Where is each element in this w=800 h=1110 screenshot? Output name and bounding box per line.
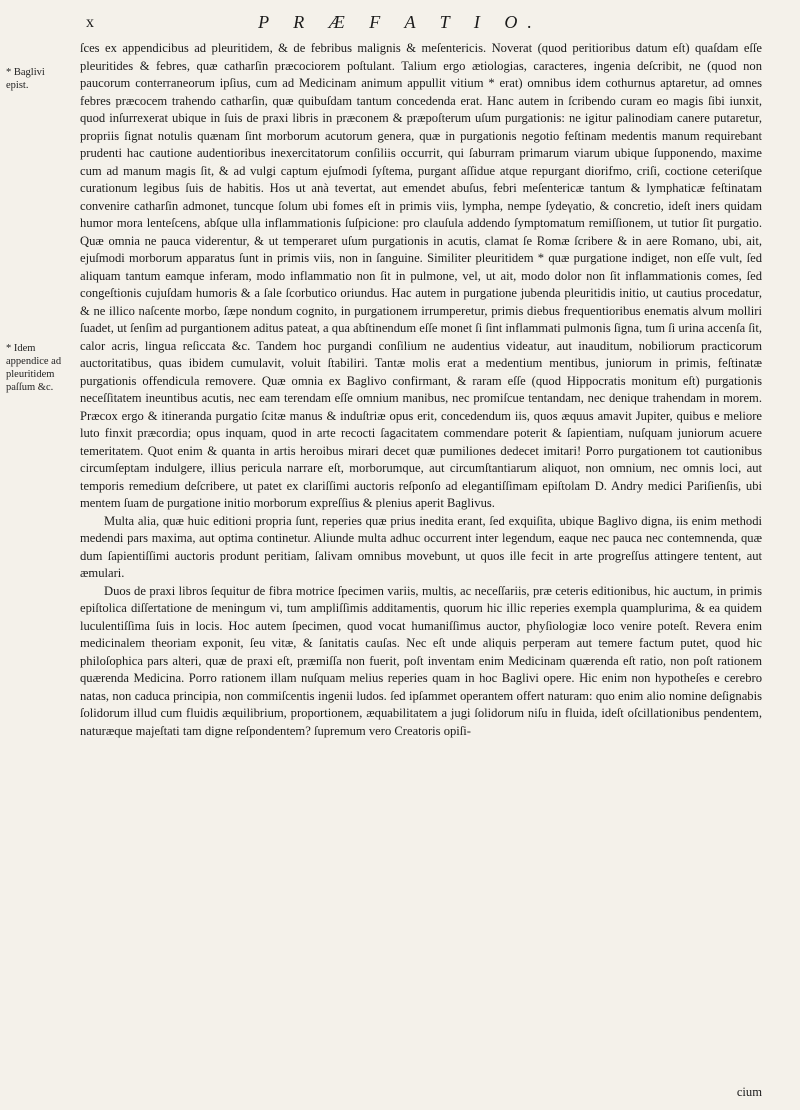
page-header	[0, 10, 800, 38]
running-title: P R Æ F A T I O.	[258, 12, 542, 32]
paragraph-1: ſces ex appendicibus ad pleuritidem, & de febribus malignis & meſentericis. Noverat (quod peritioribus datum eſt) quaſdam eſſe pleuritides & febres, quæ catharſin præcociorem poſtulant. Talium ergo ætiologias, caracteres, ingenia deſcribit, ne (quod non paucorum conterraneorum ipſius, cum ad Medicinam animum appullit vitium * erat) omnibus idem cothurnus aptaretur, ad omnes febres præcocem trahendo catharſin, quæ quibuſdam tantum concedenda erat. Hanc autem in ſcribendo curam eo magis ſibi iunxit, quod inſurrexerat ubique in ſuis de praxi libris in præconem & præpoſterum uſum purgationis: ne igitur palinodiam canere putaretur, propriis ſignat notulis quænam ſint morborum acutorum genera, quæ in purgationis negotio feſtinam medentis manum requirebant prudenti hac cautione audentioribus inexercitatorum conſiliis occurrit, qui ſaburram primarum viarum ubique ſupponendo, maxime cum ad manum magis ſit, & ad vulgi captum ejuſmodi ſyſtema, purgant aſſidue atque repurgant diorifmo, criſi, coctione ceteriſque curationum legibus ſuis de habitis. Hos ut anà tevertat, aut emendet abuſus, febri meſentericæ tantum & lymphaticæ feſtinatam convenire catharſin admonet, tuncque ſolum ubi fomes eſt in primis viis, lympha, nempe ſydeγatio, & concretio, ideſt iners quidam humor mora lenteſcens, abſque ulla inflammationis ſuſpicione: pro clauſula addendo ſymptomatum remiſſionem, ut tutior ſit purgatio. Quæ omnia ne pauca viderentur, & ut temperaret uſum purgationis in acutis, clamat ſe Romæ ſcribere & in aere Romano, ubi, ait, ejuſmodi morborum apparatus ſunt in primis viis, non in ſanguine. Similiter pleuritidem * quæ purgatione indiget, non eſſe vult, ſed aliquam tantum eamque inferam, modo inflammatio non ſit in pulmone, vel, ut ait, modo dolor non ſit inflammationis comes, ſed congeſtionis cujuſdam humoris & a ſale ſcorbutico oriundus. Hac autem in purgatione jubenda pleuritidis initio, ut cautius procedatur, & ne illico naſcente morbo, ſæpe nondum cognito, in purgationem irrumperetur, primis diebus frequentioribus enematis alvum molliri ſuadet, ut ſenſim ad purgantionem aditus pateat, a qua abſtinendum eſſe monet ſi ſint inflammati pulmonis ſigna, tum ſi urina accenſa ſit, calor acris, lingua reſiccata &c. Tandem hoc purgandi conſilium ne audentius videatur, aut inauditum, nobiliorum practicorum auctoritatibus, quas ibidem cumulavit, voluit ſtabiliri. Tantæ molis erat a medentium mentibus, juniorum in primis, feſtinatæ purgationis offendicula removere. Quæ omnia ex Baglivo confirmant, & raram eſſe (quod Hippocratis monitum eſt) purgationis neceſſitatem ineuntibus acutis, nec eam terendam eſſe omnium manibus, nec promiſcue tentandam, nec denique trahendam in morem. Præcox ergo & itineranda purgatio ſcitæ manus & induſtriæ opus erit, concedendum iis, quos æquus amavit Jupiter, quibus e meliore luto finxit præcordia; opus inquam, quod in arte recocti ſagacitatem commendare poterit & ſapientiam, nuſquam juniorum acuere temeritatem. Quot enim & quanta in artis heroibus mirari decet quæ pumiliones dedecet imitari! Porro purgationem tot cautionibus circumſeptam indulgere, illius pericula narrare eſt, morborumque, aut circumſtantiarum aliquot, non omnium, nec omnis loci, aut temporis remedium deſcribere, ut patet ex clariſſimi auctoris reſponſo ad elegantiſſimam epiſtolam D. Andry medici Pariſienſis, ubi mentem ſuam de purgatione initio morborum expreſſius & plenius aperit Baglivus.	[80, 41, 762, 510]
catchword: cium	[736, 1085, 762, 1099]
body-text	[80, 40, 762, 740]
paragraph-3: Duos de praxi libros ſequitur de fibra motrice ſpecimen variis, multis, ac neceſſariis, præ ceteris editionibus, hic auctum, in primis epiſtolica diſſertatione de meningum vi, tum ampliſſimis additamentis, quorum hic illic reperies exempla quamplurima, & ea quidem luculentiſſima ſuis in locis. Hoc autem ſpecimen, quod vocat humaniſſimus auctor, phyſiologiæ loco venire poteſt. Revera enim medicinalem theoriam exponit, ſeu vitæ, & ſanitatis cauſas. Nec eſt unde aliquis perperam aut temere factum putet, quod hic philoſophica pars alteri, quæ de praxi eſt, præmiſſa non fuerit, poſt inventam enim Medicinam quærenda eſt ratio, non poſt rationem quærenda Medicina. Porro rationem illam nuſquam melius reperies quam in hoc Baglivi opere. Hic enim non hypotheſes e cerebro natas, non caduca principia, non commiſcentis ingenii ludos. ſed ipſammet operantem offert naturam: quo enim alio nomine deſignabis ſolidorum illud cum fluidis æquilibrium, proportionem, æquabilitatem a jugi ſolidorum niſu in fluida, ideſt oſcillationibus pendentem, naturæque majeſtati tam digne reſpondentem? ſupremum vero Creatoris opiſi-	[80, 583, 762, 738]
page-number: x	[86, 14, 94, 31]
paragraph-2: Multa alia, quæ huic editioni propria ſunt, reperies quæ prius inedita erant, ſed exquiſita, ubique Baglivo digna, iis enim methodi medendi pars maxima, aut optima continetur. Aliunde multa adhuc occurrent inter legendum, eaque nec pauca nec contemnenda, quæ dum ſapientiſſimi auctoris produnt peritiam, ſalivam omnibus movebunt, ut quos ille fecit in arte progreſſus attingere tentent, aut æmulari.	[80, 513, 762, 580]
margin-note-idem: * Idem appendice ad pleuritidem paſſum &c.	[6, 343, 62, 393]
margin-note-baglivi: * Baglivi epist.	[6, 67, 45, 91]
